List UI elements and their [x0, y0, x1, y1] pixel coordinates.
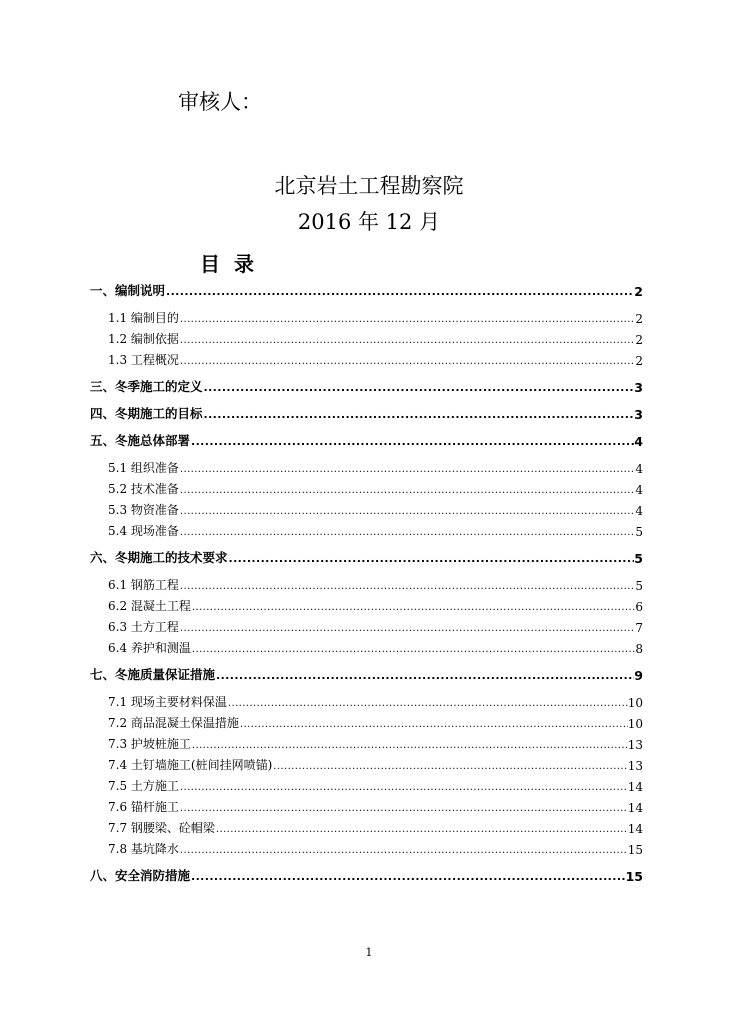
toc-entry-page: 13	[627, 759, 643, 773]
toc-entry-page: 6	[635, 600, 643, 614]
toc-dot-leader	[191, 640, 635, 656]
toc-entry-page: 14	[627, 822, 643, 836]
toc-section-entry[interactable]	[90, 331, 643, 347]
toc-entry-label: 5.2 技术准备	[108, 482, 179, 496]
toc-entry-label: 6.1 钢筋工程	[108, 578, 179, 592]
toc-entry-label: 7.2 商品混凝土保温措施	[108, 716, 239, 730]
toc-entry-page: 13	[627, 738, 643, 752]
toc-entry-page: 8	[635, 642, 643, 656]
toc-dot-leader	[190, 868, 626, 884]
toc-section-entry[interactable]	[90, 502, 643, 518]
toc-entry-page: 15	[625, 869, 643, 884]
toc-entry-label: 6.4 养护和测温	[108, 641, 191, 655]
toc-entry-page: 4	[634, 434, 643, 449]
toc-chapter-entry[interactable]	[90, 550, 643, 566]
toc-dot-leader	[203, 379, 635, 395]
toc-section-entry[interactable]	[90, 694, 643, 710]
toc-entry-label: 6.3 土方工程	[108, 620, 179, 634]
toc-dot-leader	[191, 736, 628, 752]
toc-entry-label: 5.1 组织准备	[108, 461, 179, 475]
toc-entry-page: 2	[635, 333, 643, 347]
toc-dot-leader	[179, 352, 635, 368]
toc-dot-leader	[179, 619, 635, 635]
toc-chapter-entry[interactable]	[90, 433, 643, 449]
toc-entry-page: 2	[635, 354, 643, 368]
toc-chapter-entry[interactable]	[90, 406, 643, 422]
toc-entry-page: 2	[635, 312, 643, 326]
toc-section-entry[interactable]	[90, 757, 643, 773]
toc-section-entry[interactable]	[90, 619, 643, 635]
toc-section-entry[interactable]	[90, 352, 643, 368]
toc-section-entry[interactable]	[90, 640, 643, 656]
toc-entry-label: 1.3 工程概况	[108, 353, 179, 367]
page-number: 1	[365, 946, 373, 959]
toc-dot-leader	[179, 331, 635, 347]
toc-dot-leader	[272, 757, 627, 773]
toc-section-entry[interactable]	[90, 310, 643, 326]
toc-entry-label: 一、编制说明	[90, 283, 166, 298]
toc-dot-leader	[179, 481, 635, 497]
toc-dot-leader	[179, 778, 628, 794]
toc-entry-label: 六、冬期施工的技术要求	[90, 550, 228, 565]
toc-section-entry[interactable]	[90, 598, 643, 614]
toc-dot-leader	[190, 433, 634, 449]
toc-section-entry[interactable]	[90, 736, 643, 752]
toc-entry-label: 7.6 锚杆施工	[108, 800, 179, 814]
toc-entry-page: 14	[627, 801, 643, 815]
toc-entry-label: 7.8 基坑降水	[108, 842, 179, 856]
toc-dot-leader	[215, 820, 628, 836]
toc-entry-label: 5.4 现场准备	[108, 524, 179, 538]
toc-entry-page: 3	[634, 380, 643, 395]
toc-section-entry[interactable]	[90, 799, 643, 815]
toc-dot-leader	[179, 577, 635, 593]
toc-entry-label: 五、冬施总体部署	[90, 433, 191, 448]
toc-entry-page: 3	[634, 407, 643, 422]
toc-entry-page: 5	[634, 551, 643, 566]
toc-dot-leader	[179, 502, 635, 518]
document-date: 2016 年 12 月	[297, 210, 441, 234]
toc-entry-label: 三、冬季施工的定义	[90, 379, 203, 394]
toc-entry-page: 10	[627, 696, 643, 710]
toc-section-entry[interactable]	[90, 715, 643, 731]
toc-section-entry[interactable]	[90, 577, 643, 593]
toc-entry-label: 八、安全消防措施	[90, 868, 191, 883]
toc-dot-leader	[179, 523, 635, 539]
toc-dot-leader	[179, 460, 635, 476]
toc-section-entry[interactable]	[90, 460, 643, 476]
toc-entry-label: 5.3 物资准备	[108, 503, 179, 517]
toc-dot-leader	[191, 598, 635, 614]
toc-entry-label: 6.2 混凝土工程	[108, 599, 191, 613]
toc-entry-label: 7.4 土钉墙施工(桩间挂网喷锚)	[108, 758, 273, 772]
toc-entry-label: 1.1 编制目的	[108, 311, 179, 325]
toc-section-entry[interactable]	[90, 523, 643, 539]
toc-dot-leader	[179, 841, 628, 857]
toc-dot-leader	[239, 715, 628, 731]
toc-entry-label: 7.1 现场主要材料保温	[108, 695, 227, 709]
toc-title: 目录	[200, 252, 268, 276]
toc-entry-page: 5	[635, 579, 643, 593]
toc-dot-leader	[203, 406, 635, 422]
toc-entry-page: 4	[635, 483, 643, 497]
toc-dot-leader	[179, 310, 635, 326]
toc-entry-label: 7.5 土方施工	[108, 779, 179, 793]
toc-entry-page: 4	[635, 504, 643, 518]
toc-chapter-entry[interactable]	[90, 283, 643, 299]
toc-dot-leader	[227, 694, 628, 710]
toc-dot-leader	[165, 283, 634, 299]
toc-entry-page: 2	[634, 284, 643, 299]
toc-entry-label: 四、冬期施工的目标	[90, 406, 203, 421]
toc-chapter-entry[interactable]	[90, 868, 643, 884]
toc-chapter-entry[interactable]	[90, 379, 643, 395]
toc-section-entry[interactable]	[90, 820, 643, 836]
toc-entry-page: 9	[634, 668, 643, 683]
reviewer-label: 审核人：	[178, 90, 262, 114]
toc-entry-page: 10	[627, 717, 643, 731]
toc-dot-leader	[228, 550, 635, 566]
toc-section-entry[interactable]	[90, 778, 643, 794]
toc-entry-label: 七、冬施质量保证措施	[90, 667, 216, 682]
organization-name: 北京岩土工程勘察院	[274, 174, 464, 198]
toc-dot-leader	[215, 667, 634, 683]
toc-dot-leader	[179, 799, 628, 815]
toc-entry-label: 1.2 编制依据	[108, 332, 179, 346]
toc-entry-label: 7.3 护坡桩施工	[108, 737, 191, 751]
toc-entry-label: 7.7 钢腰梁、砼帽梁	[108, 821, 215, 835]
toc-chapter-entry[interactable]	[90, 667, 643, 683]
toc-entry-page: 5	[635, 525, 643, 539]
toc-entry-page: 15	[627, 843, 643, 857]
toc-entry-page: 7	[635, 621, 643, 635]
toc-section-entry[interactable]	[90, 841, 643, 857]
toc-section-entry[interactable]	[90, 481, 643, 497]
toc-entry-page: 4	[635, 462, 643, 476]
toc-entry-page: 14	[627, 780, 643, 794]
